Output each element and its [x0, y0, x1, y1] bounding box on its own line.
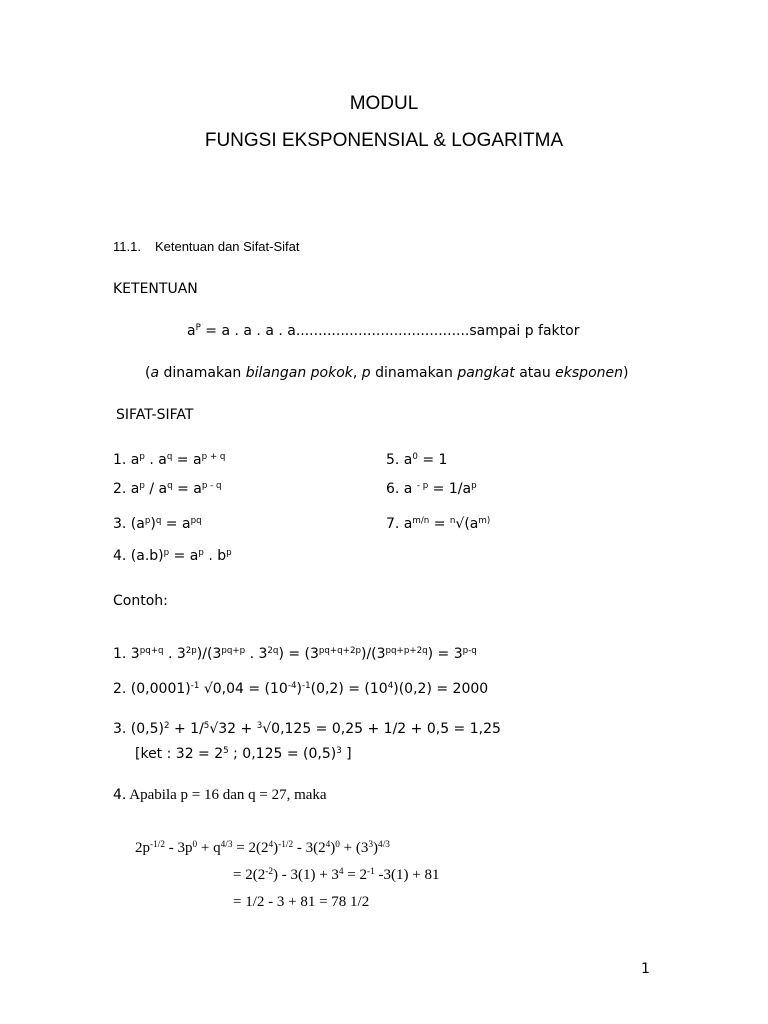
sifat-text: 6. a	[386, 481, 417, 497]
ex-sup: pq+p	[221, 646, 246, 657]
ex-sup: 4	[325, 839, 331, 850]
ex-text: . 3	[245, 646, 268, 662]
ex-text: - 3(2	[293, 840, 326, 856]
sifat-text: =	[429, 516, 450, 532]
ex-text: )	[373, 840, 379, 856]
sifat-item-1	[113, 452, 225, 468]
sifat-text: √(a	[455, 516, 479, 532]
note-text: dinamakan	[159, 365, 246, 381]
sifat-text: 3. (a	[113, 516, 145, 532]
ex-text: )	[330, 840, 336, 856]
sifat-text: = 1	[417, 452, 448, 468]
example-3	[113, 721, 501, 737]
ex-sup: 4	[387, 681, 394, 692]
ex-sup: pq+p+2q	[385, 646, 428, 657]
ex-sup: 4/3	[378, 839, 390, 850]
ex-text: ]	[341, 746, 352, 762]
note-text: (	[145, 365, 151, 381]
sifat-text: = a	[172, 481, 202, 497]
ex-sup: 2p	[185, 646, 197, 657]
sifat-item-3	[113, 516, 202, 532]
sifat-item-7	[386, 516, 490, 532]
sifat-sup: p	[163, 548, 170, 559]
ex-text: 1. 3	[113, 646, 140, 662]
formula-exponent: P	[195, 323, 201, 334]
ex-text: + (3	[339, 840, 369, 856]
formula-base: a	[187, 323, 196, 339]
ex-sup: -2	[265, 866, 273, 877]
ketentuan-label: KETENTUAN	[113, 281, 198, 297]
ex-sup: 3	[336, 746, 342, 757]
ex-text: ) = (3	[278, 646, 319, 662]
sifat-sup: p	[198, 548, 204, 559]
example-4	[113, 787, 327, 804]
ex-text: + q	[197, 840, 221, 856]
sifat-sup: m)	[478, 516, 491, 527]
ex-sup: 3	[256, 721, 263, 732]
sifat-sup: p	[139, 481, 145, 492]
example-4-line-1	[135, 840, 390, 857]
ketentuan-note	[145, 365, 628, 381]
ex-sup: -1/2	[150, 839, 165, 850]
ex-text: ; 0,125 = (0,5)	[228, 746, 337, 762]
ex-text: (0,2) = (10	[310, 681, 388, 697]
sifat-text: . b	[203, 548, 227, 564]
sifat-item-2	[113, 481, 222, 497]
note-text: dinamakan	[370, 365, 458, 381]
note-text: )	[623, 365, 629, 381]
ex-text: √0,04 = (10	[199, 681, 288, 697]
ex-text: Apabila p = 16 dan q = 27, maka	[126, 787, 327, 803]
sifat-sup: q	[166, 452, 173, 463]
sifat-sup: q	[155, 516, 162, 527]
ex-text: = 2(2	[232, 840, 269, 856]
ex-sup: 5	[203, 721, 210, 732]
section-title: Ketentuan dan Sifat-Sifat	[154, 239, 300, 254]
ex-text: [ket : 32 = 2	[135, 746, 224, 762]
sifat-text: = a	[172, 452, 202, 468]
ex-text: √0,125 = 0,25 + 1/2 + 0,5 = 1,25	[262, 721, 501, 737]
sifat-text: / a	[144, 481, 168, 497]
ex-sup: 4	[268, 839, 274, 850]
sifat-item-5	[386, 452, 447, 468]
sifat-sup: p	[139, 452, 145, 463]
sifat-text: . a	[144, 452, 167, 468]
sifat-text: 5. a	[386, 452, 413, 468]
example-4-line-3: = 1/2 - 3 + 81 = 78 1/2	[233, 894, 370, 910]
page-number: 1	[641, 961, 650, 977]
section-number: 11.1.	[113, 239, 141, 254]
note-italic: bilangan pokok	[245, 365, 353, 381]
ex-text: ) = 3	[427, 646, 463, 662]
ex-sup: -1	[190, 681, 200, 692]
title-line-1: MODUL	[349, 93, 419, 114]
contoh-label: Contoh:	[113, 593, 168, 609]
sifat-text: 7. a	[386, 516, 413, 532]
sifat-sup: - p	[416, 481, 429, 492]
ex-sup: 0	[192, 839, 198, 850]
ex-sup: 0	[335, 839, 340, 850]
ex-text: ) - 3(1) + 3	[272, 867, 339, 883]
ex-text: - 3p	[164, 840, 193, 856]
example-2	[113, 681, 488, 697]
sifat-text: 2. a	[113, 481, 140, 497]
ex-text: )	[273, 840, 279, 856]
ex-sup: 4	[338, 866, 344, 877]
ex-sup: pq+q+2p	[318, 646, 361, 657]
sifat-sup: p	[471, 481, 477, 492]
ex-text: )	[296, 681, 302, 697]
section-heading	[113, 239, 300, 254]
ex-text: √32 +	[209, 721, 257, 737]
sifat-text: = a	[161, 516, 191, 532]
sifat-item-4	[113, 548, 232, 564]
ex-sup: 2	[164, 721, 170, 732]
sifat-sup: p - q	[201, 481, 222, 492]
ex-sup: 5	[223, 746, 229, 757]
ex-number: 4.	[113, 787, 127, 803]
note-italic: p	[361, 365, 371, 381]
sifat-text: = 1/a	[428, 481, 472, 497]
ex-text: = 2(2	[233, 867, 266, 883]
ex-text: )/(3	[196, 646, 222, 662]
ex-sup: -1	[367, 866, 375, 877]
ketentuan-formula	[187, 323, 579, 339]
sifat-sup: 0	[412, 452, 418, 463]
note-italic: pangkat	[457, 365, 515, 381]
note-italic: eksponen	[555, 365, 623, 381]
sifat-sup: q	[167, 481, 173, 492]
note-text: ,	[352, 365, 362, 381]
ex-sup: pq+q	[139, 646, 164, 657]
title-line-2: FUNGSI EKSPONENSIAL & LOGARITMA	[204, 130, 564, 151]
ex-text: . 3	[163, 646, 186, 662]
ex-sup: 3	[368, 839, 374, 850]
ex-text: )/(3	[360, 646, 386, 662]
sifat-sup: p + q	[201, 452, 226, 463]
example-3-note	[135, 746, 352, 762]
sifat-text: = a	[169, 548, 199, 564]
note-text: atau	[514, 365, 556, 381]
sifat-text: 1. a	[113, 452, 140, 468]
ex-text: -3(1) + 81	[374, 867, 440, 883]
sifat-item-6	[386, 481, 477, 497]
ex-text: = 2	[343, 867, 368, 883]
ex-text: 3. (0,5)	[113, 721, 164, 737]
formula-rest: = a . a . a . a.......................................sampai p faktor	[200, 323, 580, 339]
sifat-label: SIFAT-SIFAT	[116, 407, 194, 423]
note-italic: a	[150, 365, 160, 381]
sifat-sup: p	[226, 548, 232, 559]
ex-sup: 4/3	[220, 839, 233, 850]
ex-text: 2. (0,0001)	[113, 681, 191, 697]
ex-sup: -1	[301, 681, 311, 692]
sifat-text: )	[150, 516, 156, 532]
ex-sup: -4	[287, 681, 297, 692]
ex-sup: -1/2	[278, 839, 294, 850]
sifat-sup: p	[144, 516, 151, 527]
ex-sup: 2q	[267, 646, 279, 657]
ex-text: )(0,2) = 2000	[393, 681, 489, 697]
sifat-text: 4. (a.b)	[113, 548, 164, 564]
sifat-sup: n	[449, 516, 456, 527]
example-4-line-2	[233, 867, 440, 884]
example-1	[113, 646, 477, 662]
ex-sup: p-q	[462, 646, 477, 657]
sifat-sup: m/n	[412, 516, 430, 527]
ex-text: 2p	[135, 840, 150, 856]
sifat-sup: pq	[190, 516, 202, 527]
ex-text: + 1/	[169, 721, 204, 737]
